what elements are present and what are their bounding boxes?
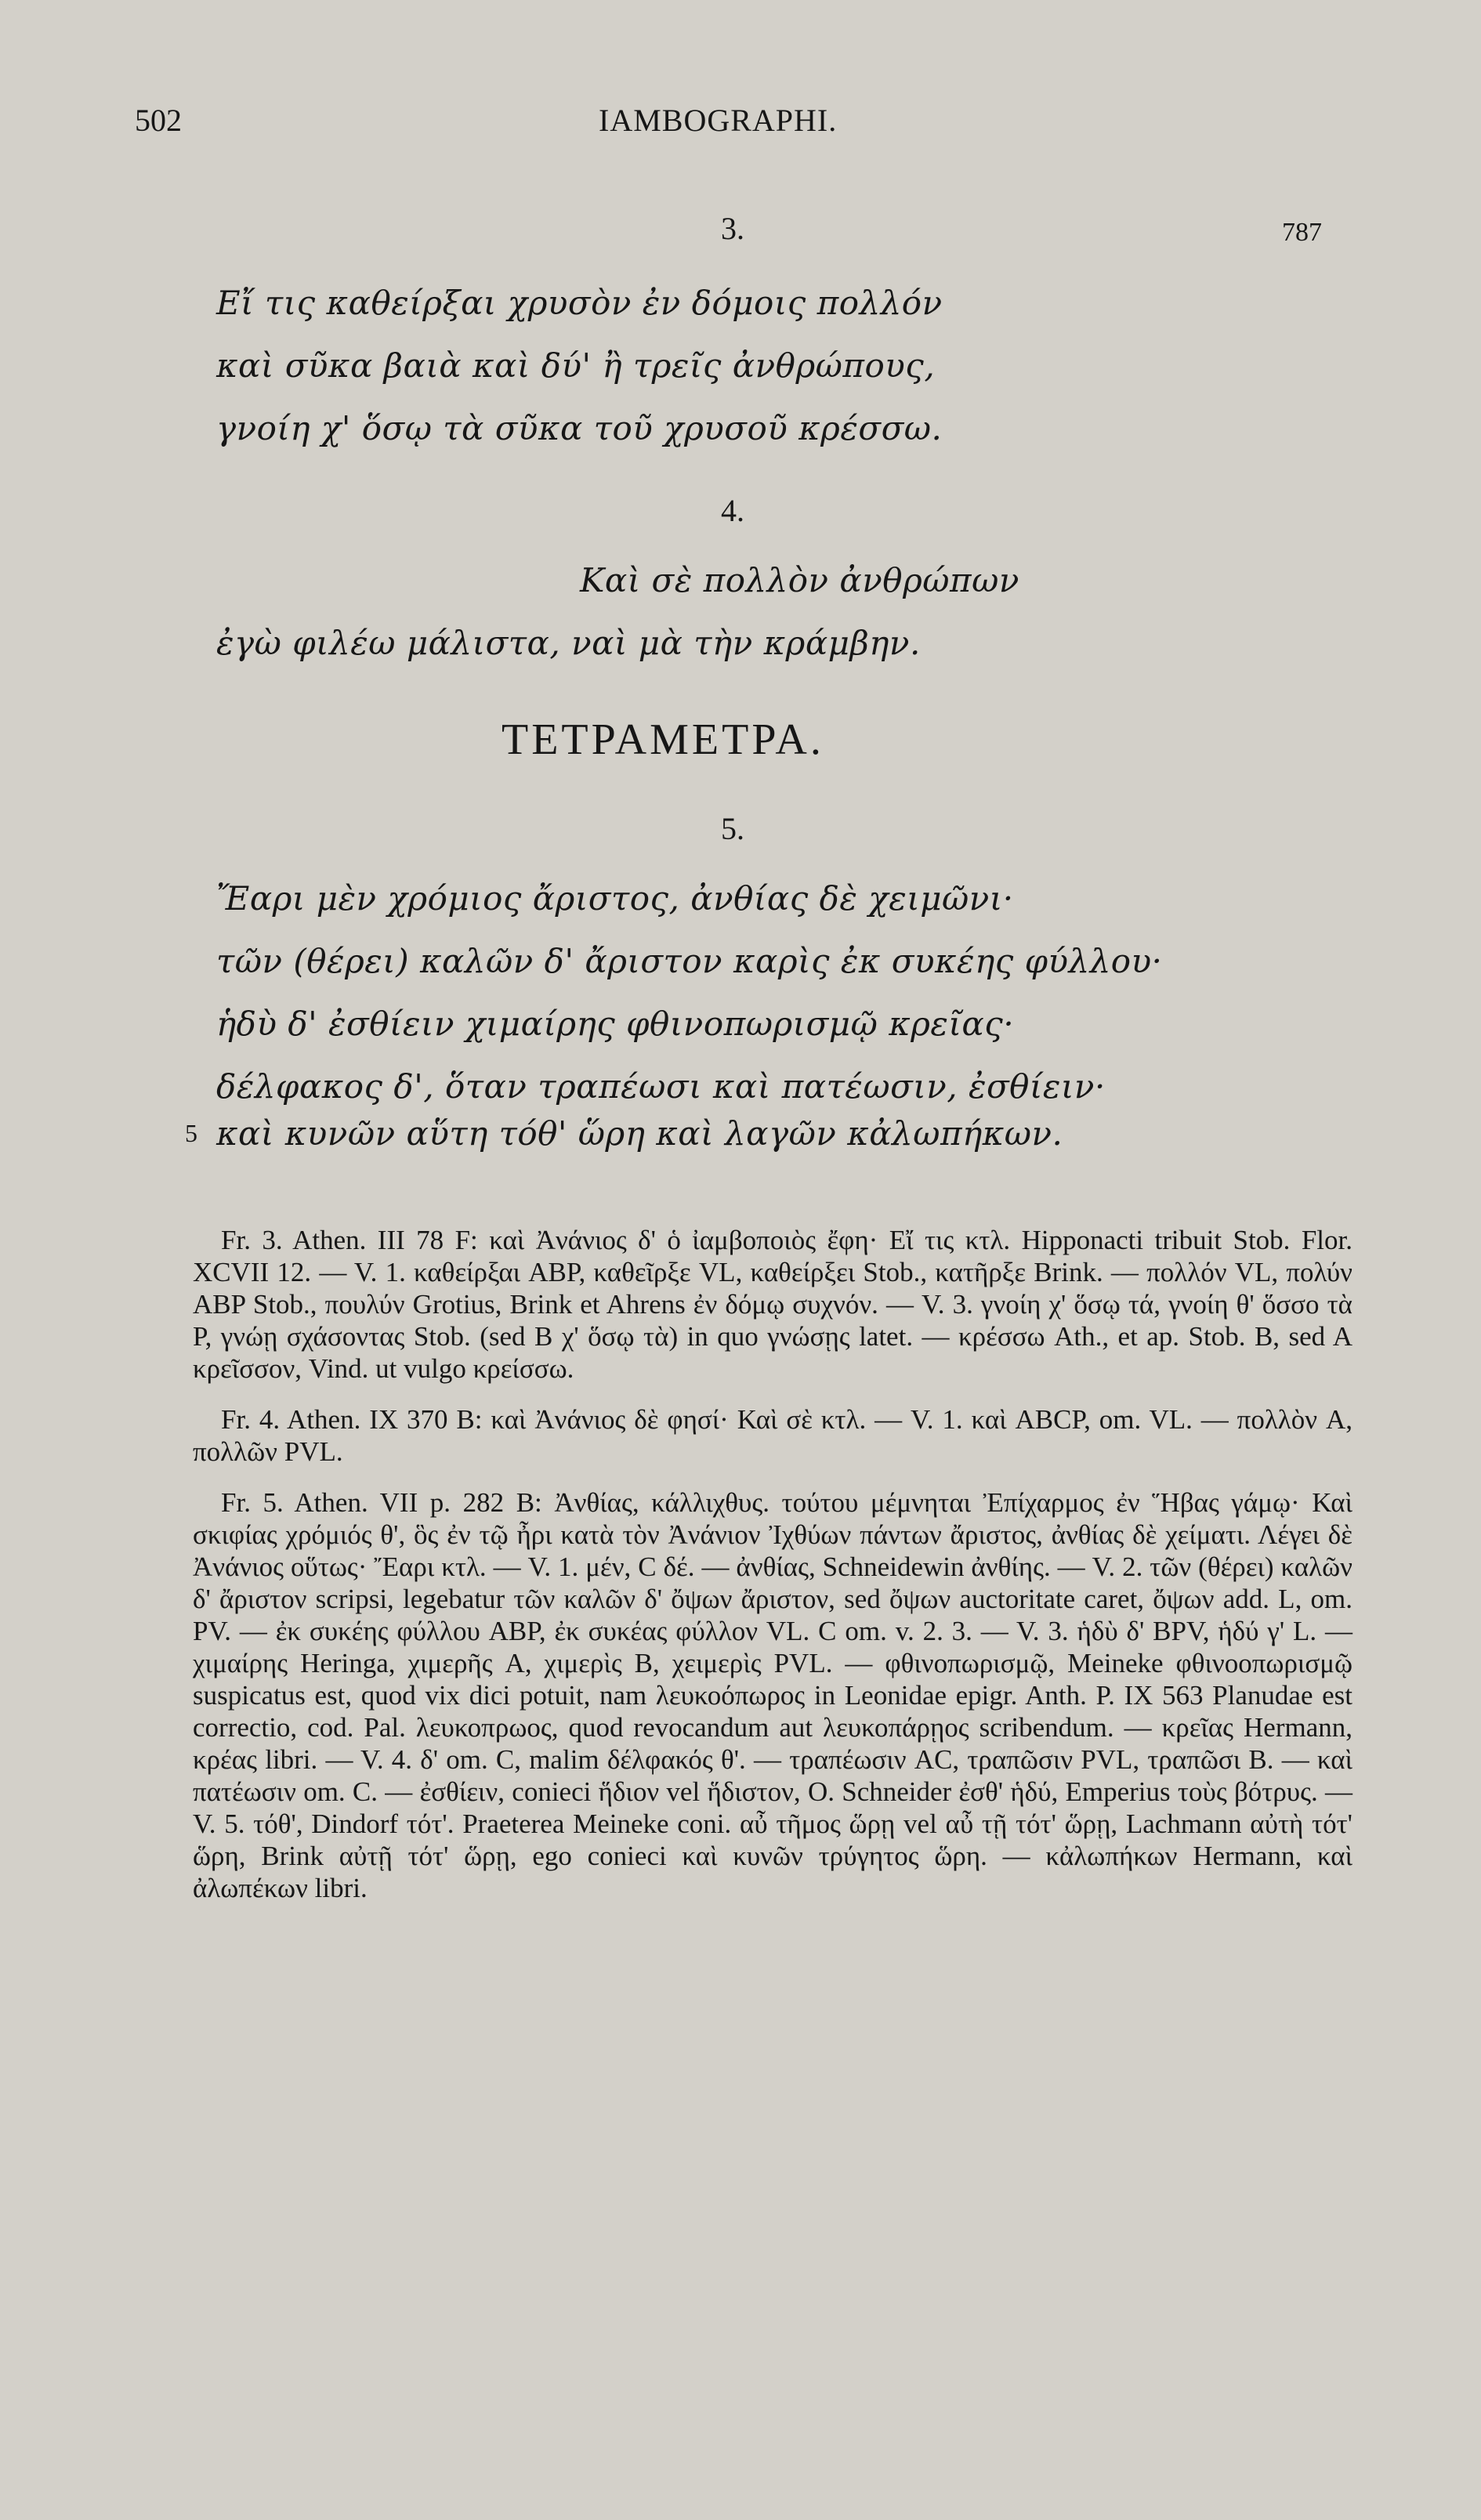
fragment-3-number: 3.: [721, 211, 744, 246]
fragment-3-line-1: Εἴ τις καθείρξαι χρυσὸν ἐν δόμοις πολλόν: [216, 284, 943, 322]
fragment-3-line-2: καὶ σῦκα βαιὰ καὶ δύ' ἢ τρεῖς ἀνθρώπους,: [216, 346, 936, 385]
page-number: 502: [135, 103, 182, 138]
fragment-5-number: 5.: [721, 811, 744, 846]
fragment-5-line-5: καὶ κυνῶν αὕτη τόθ' ὥρη καὶ λαγῶν κἀλωπήκων.: [216, 1114, 1063, 1153]
note-fragment-4: Fr. 4. Athen. IX 370 B: καὶ Ἀνάνιος δὲ φησί· Καὶ σὲ κτλ. — V. 1. καὶ ABCP, om. VL. — πολλὸν A, πολλῶν PVL.: [193, 1404, 1352, 1467]
note-fragment-3: Fr. 3. Athen. III 78 F: καὶ Ἀνάνιος δ' ὁ ἰαμβοποιὸς ἔφη· Εἴ τις κτλ. Hipponacti tribuit Stob. Flor. XCVII 12. — V. 1. καθείρξαι ABP, καθεῖρξε VL, καθείρξει Stob., κατῆρξε Brink. — πολλόν VL, πολύν ABP Stob., πουλύν Grotius, Brink et Ahrens ἐν δόμῳ συχνόν. — V. 3. γνοίη χ' ὅσῳ τά, γνοίη θ' ὅσσο τὰ P, γνώῃ σχάσοντας Stob. (sed B χ' ὅσῳ τὰ) in quo γνώσῃς latet. — κρέσσω Ath., et ap. Stob. B, sed A κρεῖσσον, Vind. ut vulgo κρείσσω.: [193, 1225, 1352, 1384]
note-fragment-5: Fr. 5. Athen. VII p. 282 B: Ἀνθίας, κάλλιχθυς. τούτου μέμνηται Ἐπίχαρμος ἐν Ἥβας γάμῳ· Καὶ σκιφίας χρόμιός θ', ὃς ἐν τῷ ἦρι κατὰ τὸν Ἀνάνιον Ἰχθύων πάντων ἄριστος, ἀνθίας δὲ χείματι. Λέγει δὲ Ἀνάνιος οὕτως· Ἔαρι κτλ. — V. 1. μέν, C δέ. — ἀνθίας, Schneidewin ἀνθίης. — V. 2. τῶν (θέρει) καλῶν δ' ἄριστον scripsi, legebatur τῶν καλῶν δ' ὄψων ἄριστον, sed ὄψων auctoritate caret, ὄψων add. L, om. PV. — ἐκ συκέης φύλλου ABP, ἐκ συκέας φύλλον VL. C om. v. 2. 3. — V. 3. ἡδὺ δ' BPV, ἡδύ γ' L. — χιμαίρης Heringa, χιμερῆς A, χιμερὶς B, χειμερὶς PVL. — φθινοπωρισμῷ, Meineke φθινοοπωρισμῷ suspicatus est, quod vix dici potuit, nam λευκοόπωρος in Leonidae epigr. Anth. P. IX 563 Planudae est correctio, cod. Pal. λευκοπρωος, quod revocandum aut λευκοπάρῃος scribendum. — κρεῖας Hermann, κρέας libri. — V. 4. δ' om. C, malim δέλφακός θ'. — τραπέωσιν AC, τραπῶσιν PVL, τραπῶσι B. — καὶ πατέωσιν om. C. — ἐσθίειν, conieci ἥδιον vel ἥδιστον, O. Schneider ἐσθ' ἡδύ, Emperius τοὺς βότρυς. — V. 5. τόθ', Dindorf τότ'. Praeterea Meineke coni. αὖ τῆμος ὥρῃ vel αὖ τῇ τότ' ὥρῃ, Lachmann αὐτὴ τότ' ὥρη, Brink αὐτῇ τότ' ὥρῃ, ego conieci καὶ κυνῶν τρύγητος ὥρη. — κἀλωπήκων Hermann, καὶ ἀλωπέκων libri.: [193, 1487, 1352, 1903]
fragment-5-line-3: ἡδὺ δ' ἐσθίειν χιμαίρης φθινοπωρισμῷ κρεῖας·: [216, 1005, 1015, 1043]
fragment-id: 787: [1282, 218, 1322, 247]
fragment-5-line-1: Ἔαρι μὲν χρόμιος ἄριστος, ἀνθίας δὲ χειμῶνι·: [216, 879, 1014, 918]
fragment-5-line-2: τῶν (θέρει) καλῶν δ' ἄριστον καρὶς ἐκ συκέης φύλλου·: [216, 942, 1163, 980]
critical-notes: [193, 1224, 1352, 1923]
line-number-5: 5: [185, 1119, 197, 1147]
section-title: ΤΕΤΡΑΜΕΤΡΑ.: [502, 715, 824, 764]
fragment-4-number: 4.: [721, 493, 744, 528]
fragment-3-line-3: γνοίη χ' ὅσῳ τὰ σῦκα τοῦ χρυσοῦ κρέσσω.: [216, 409, 943, 447]
fragment-5-line-4: δέλφακος δ', ὅταν τραπέωσι καὶ πατέωσιν, ἐσθίειν·: [216, 1067, 1106, 1106]
running-title: IAMBOGRAPHI.: [599, 103, 838, 138]
fragment-4-line-1: Καὶ σὲ πολλὸν ἀνθρώπων: [580, 561, 1019, 599]
fragment-4-line-2: ἐγὼ φιλέω μάλιστα, ναὶ μὰ τὴν κράμβην.: [216, 624, 921, 662]
